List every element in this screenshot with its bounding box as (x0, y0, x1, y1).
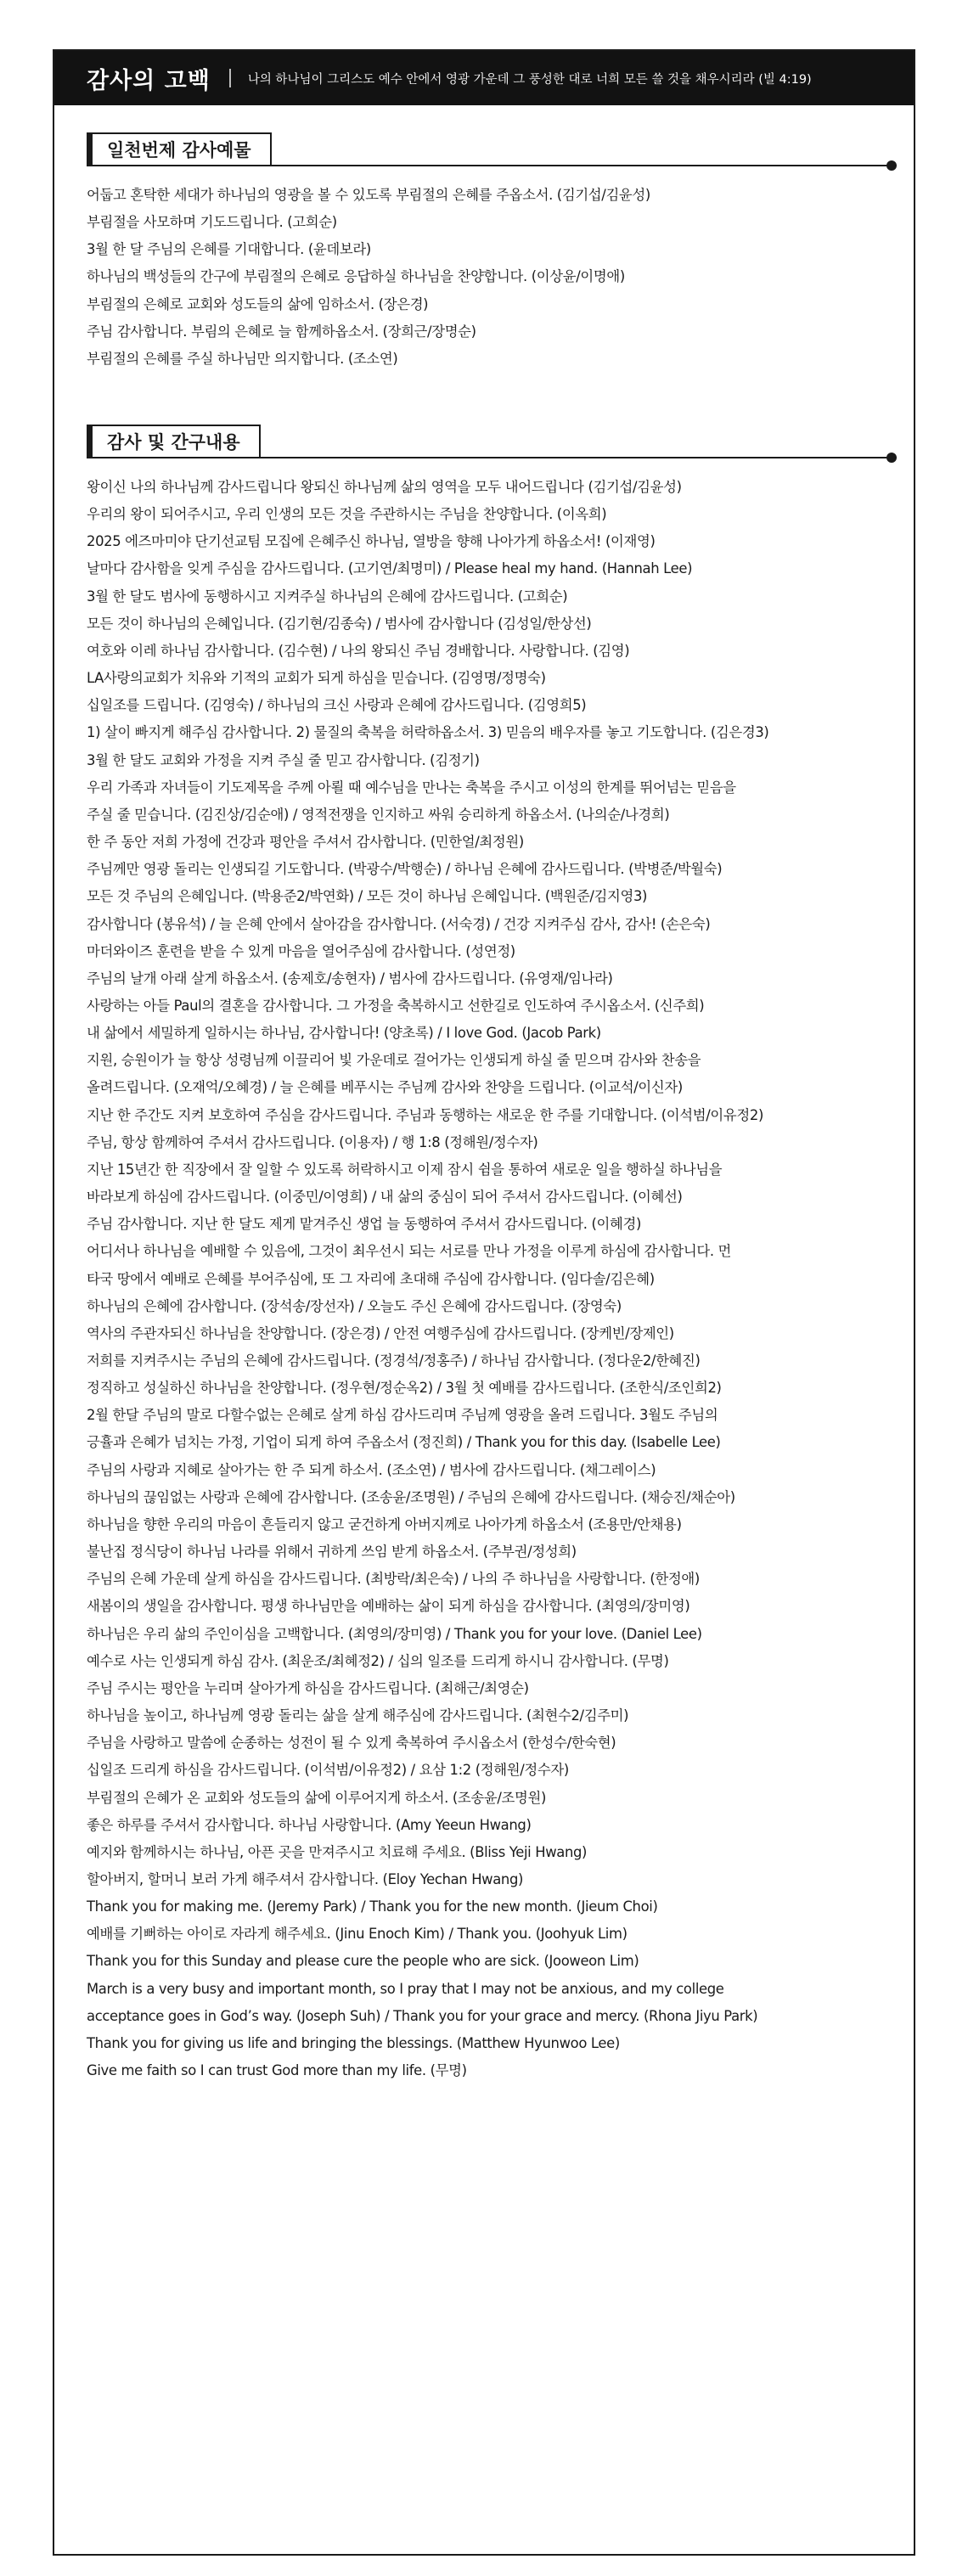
list-item: 어디서나 하나님을 예배할 수 있음에, 그것이 최우선시 되는 서로를 만나 가정을 이루게 하심에 감사합니다. 먼 (87, 1243, 732, 1260)
list-item: Thank you for this Sunday and please cure the people who are sick. (Jooweon Lim) (87, 1953, 639, 1970)
list-item: 3월 한 달도 교회와 가정을 지켜 주실 줄 믿고 감사합니다. (김정기) (87, 751, 480, 768)
list-item: March is a very busy and important month, so I pray that I may not be anxious, and my college (87, 1980, 724, 1997)
list-item: acceptance goes in God’s way. (Joseph Suh) / Thank you for your grace and mercy. (Rhona Jiyu Park) (87, 2007, 758, 2024)
list-item: 2월 한달 주님의 말로 다할수없는 은혜로 살게 하심 감사드리며 주님께 영광을 올려 드립니다. 3월도 주님의 (87, 1407, 718, 1424)
list-item: 주님의 날개 아래 살게 하옵소서. (송제호/송현자) / 범사에 감사드립니다. (유영재/임나라) (87, 970, 613, 987)
list-item: 모든 것 주님의 은혜입니다. (박용준2/박연화) / 모든 것이 하나님 은혜입니다. (백원준/김지영3) (87, 888, 648, 905)
header-divider (229, 69, 231, 87)
list-item: 우리의 왕이 되어주시고, 우리 인생의 모든 것을 주관하시는 주님을 찬양합니다. (이옥희) (87, 506, 607, 523)
section-title: 감사 및 간구내용 (107, 432, 240, 453)
section-title-box (87, 132, 272, 166)
list-item: 하나님의 끊임없는 사랑과 은혜에 감사합니다. (조송윤/조명원) / 주님의 은혜에 감사드립니다. (채승진/채순아) (87, 1488, 735, 1505)
list-item: 주님의 사랑과 지혜로 살아가는 한 주 되게 하소서. (조소연) / 범사에 감사드립니다. (채그레이스) (87, 1461, 656, 1478)
list-item: 십일조를 드립니다. (김영숙) / 하나님의 크신 사랑과 은혜에 감사드립니다. (김영희5) (87, 697, 587, 714)
page-title: 감사의 고백 (87, 67, 211, 94)
list-item: 하나님을 향한 우리의 마음이 흔들리지 않고 굳건하게 아버지께로 나아가게 하옵소서 (조용만/안채용) (87, 1516, 682, 1533)
list-item: 주실 줄 믿습니다. (김진상/김순애) / 영적전쟁을 인지하고 싸워 승리하게 하옵소서. (나의순/나경희) (87, 806, 670, 823)
list-item: 사랑하는 아들 Paul의 결혼을 감사합니다. 그 가정을 축복하시고 선한길로 인도하여 주시옵소서. (신주희) (87, 997, 705, 1014)
page-header (54, 51, 914, 105)
list-item: 주님을 사랑하고 말씀에 순종하는 성전이 될 수 있게 축복하여 주시옵소서 (한성수/한숙현) (87, 1735, 616, 1752)
list-item: 부림절을 사모하며 기도드립니다. (고희순) (87, 214, 337, 231)
list-item: 좋은 하루를 주셔서 감사합니다. 하나님 사랑합니다. (Amy Yeeun Hwang) (87, 1816, 532, 1833)
list-item: Give me faith so I can trust God more than my life. (무명) (87, 2062, 467, 2079)
list-item: 하나님의 은혜에 감사합니다. (장석송/장선자) / 오늘도 주신 은혜에 감사드립니다. (장영숙) (87, 1297, 622, 1314)
header-verse: 나의 하나님이 그리스도 예수 안에서 영광 가운데 그 풍성한 대로 너희 모든 쓸 것을 채우시리라 (빌 4:19) (247, 72, 812, 87)
section-heading (87, 132, 897, 172)
list-item: 부림절의 은혜를 주실 하나님만 의지합니다. (조소연) (87, 350, 398, 367)
list-item: 불난집 정식당이 하나님 나라를 위해서 귀하게 쓰임 받게 하옵소서. (주부권/정성희) (87, 1544, 577, 1561)
list-item: 올려드립니다. (오재억/오혜경) / 늘 은혜를 베푸시는 주님께 감사와 찬양을 드립니다. (이교석/이신자) (87, 1079, 683, 1096)
section-offering (87, 132, 897, 373)
list-item: 주님 주시는 평안을 누리며 살아가게 하심을 감사드립니다. (최해근/최영순) (87, 1679, 529, 1696)
list-item: 2025 에즈마미야 단기선교팀 모집에 은혜주신 하나님, 열방을 향해 나아가게 하옵소서! (이재영) (87, 533, 656, 550)
list-item: 주님께만 영광 돌리는 인생되길 기도합니다. (박광수/박행순) / 하나님 은혜에 감사드립니다. (박병준/박월숙) (87, 861, 723, 878)
section-title: 일천번제 감사예물 (107, 140, 251, 160)
list-item: 지난 한 주간도 지켜 보호하여 주심을 감사드립니다. 주님과 동행하는 새로운 한 주를 기대합니다. (이석범/이유정2) (87, 1106, 763, 1123)
list-item: 왕이신 나의 하나님께 감사드립니다 왕되신 하나님께 삶의 영역을 모두 내어드립니다 (김기섭/김윤성) (87, 479, 682, 495)
list-item: 하나님을 높이고, 하나님께 영광 돌리는 삶을 살게 해주심에 감사드립니다. (최현수2/김주미) (87, 1707, 629, 1724)
list-item: 어둡고 혼탁한 세대가 하나님의 영광을 볼 수 있도록 부림절의 은혜를 주옵소서. (김기섭/김윤성) (87, 187, 650, 203)
section-bullet-dot (886, 453, 897, 463)
offering-list (87, 182, 897, 373)
list-item: Thank you for giving us life and bringing the blessings. (Matthew Hyunwoo Lee) (87, 2034, 620, 2051)
list-item: 타국 땅에서 예배로 은혜를 부어주심에, 또 그 자리에 초대해 주심에 감사합니다. (임다솔/김은혜) (87, 1270, 655, 1287)
list-item: 마더와이즈 훈련을 받을 수 있게 마음을 열어주심에 감사합니다. (성연정) (87, 942, 515, 959)
list-item: 저희를 지켜주시는 주님의 은혜에 감사드립니다. (정경석/정홍주) / 하나님 감사합니다. (정다운2/한혜진) (87, 1353, 701, 1369)
list-item: 1) 살이 빠지게 해주심 감사합니다. 2) 물질의 축복을 허락하옵소서. 3) 믿음의 배우자를 놓고 기도합니다. (김은경3) (87, 724, 769, 741)
list-item: 여호와 이레 하나님 감사합니다. (김수현) / 나의 왕되신 주님 경배합니다. 사랑합니다. (김영) (87, 642, 630, 659)
list-item: 부림절의 은혜로 교회와 성도들의 삶에 임하소서. (장은경) (87, 295, 429, 312)
list-item: 부림절의 은혜가 온 교회와 성도들의 삶에 이루어지게 하소서. (조송윤/조명원) (87, 1789, 546, 1806)
list-item: 지원, 승원이가 늘 항상 성령님께 이끌리어 빛 가운데로 걸어가는 인생되게 하실 줄 믿으며 감사와 찬송을 (87, 1052, 701, 1069)
list-item: 지난 15년간 한 직장에서 잘 일할 수 있도록 허락하시고 이제 잠시 쉼을 통하여 새로운 일을 행하실 하나님을 (87, 1161, 723, 1178)
list-item: 예지와 함께하시는 하나님, 아픈 곳을 만져주시고 치료해 주세요. (Bliss Yeji Hwang) (87, 1843, 588, 1860)
section-thanks-prayer (87, 425, 897, 2084)
list-item: 우리 가족과 자녀들이 기도제목을 주께 아뢸 때 예수님을 만나는 축복을 주시고 이성의 한계를 뛰어넘는 믿음을 (87, 779, 736, 796)
section-bullet-dot (886, 160, 897, 171)
list-item: 새봄이의 생일을 감사합니다. 평생 하나님만을 예배하는 삶이 되게 하심을 감사합니다. (최영의/장미영) (87, 1598, 690, 1615)
list-item: 하나님은 우리 삶의 주인이심을 고백합니다. (최영의/장미영) / Thank you for your love. (Daniel Lee) (87, 1625, 702, 1642)
section-heading (87, 425, 897, 464)
list-item: 한 주 동안 저희 가정에 건강과 평안을 주셔서 감사합니다. (민한얼/최정원) (87, 834, 524, 851)
thanksgiving-page (53, 49, 915, 2556)
list-item: 감사합니다 (봉유석) / 늘 은혜 안에서 살아감을 감사합니다. (서숙경) / 건강 지켜주심 감사, 감사! (손은숙) (87, 915, 711, 932)
list-item: 모든 것이 하나님의 은혜입니다. (김기현/김종숙) / 범사에 감사합니다 (김성일/한상선) (87, 615, 592, 632)
list-item: 날마다 감사함을 잊게 주심을 감사드립니다. (고기연/최명미) / Please heal my hand. (Hannah Lee) (87, 560, 693, 577)
list-item: Thank you for making me. (Jeremy Park) / Thank you for the new month. (Jieum Choi) (87, 1898, 658, 1915)
list-item: 3월 한 달도 범사에 동행하시고 지켜주실 하나님의 은혜에 감사드립니다. (고희순) (87, 588, 568, 605)
list-item: 역사의 주관자되신 하나님을 찬양합니다. (장은경) / 안전 여행주심에 감사드립니다. (장케빈/장제인) (87, 1325, 674, 1341)
list-item: 예수로 사는 인생되게 하심 감사. (최운조/최혜정2) / 십의 일조를 드리게 하시니 감사합니다. (무명) (87, 1652, 669, 1669)
list-item: 십일조 드리게 하심을 감사드립니다. (이석범/이유정2) / 요삼 1:2 (정해원/정수자) (87, 1762, 569, 1779)
list-item: 주님, 항상 함께하여 주셔서 감사드립니다. (이용자) / 행 1:8 (정해원/정수자) (87, 1133, 538, 1150)
list-item: 긍휼과 은혜가 넘치는 가정, 기업이 되게 하여 주옵소서 (정진희) / Thank you for this day. (Isabelle Lee) (87, 1434, 721, 1451)
list-item: 정직하고 성실하신 하나님을 찬양합니다. (정우현/정순옥2) / 3월 첫 예배를 감사드립니다. (조한식/조인희2) (87, 1380, 722, 1397)
list-item: 내 삶에서 세밀하게 일하시는 하나님, 감사합니다! (양초록) / I love God. (Jacob Park) (87, 1025, 601, 1042)
list-item: 할아버지, 할머니 보러 가게 해주셔서 감사합니다. (Eloy Yechan Hwang) (87, 1870, 524, 1887)
list-item: 주님 감사합니다. 부림의 은혜로 늘 함께하옵소서. (장희근/장명순) (87, 323, 476, 340)
list-item: 주님의 은혜 가운데 살게 하심을 감사드립니다. (최방락/최은숙) / 나의 주 하나님을 사랑합니다. (한정애) (87, 1571, 700, 1588)
list-item: 바라보게 하심에 감사드립니다. (이중민/이영희) / 내 삶의 중심이 되어 주셔서 감사드립니다. (이혜선) (87, 1189, 683, 1206)
thanks-prayer-list (87, 474, 897, 2084)
list-item: 3월 한 달 주님의 은혜를 기대합니다. (윤데보라) (87, 241, 371, 258)
list-item: 하나님의 백성들의 간구에 부림절의 은혜로 응답하실 하나님을 찬양합니다. (이상윤/이명애) (87, 268, 625, 285)
list-item: LA사랑의교회가 치유와 기적의 교회가 되게 하심을 믿습니다. (김영명/정명숙) (87, 670, 546, 687)
list-item: 예배를 기뻐하는 아이로 자라게 해주세요. (Jinu Enoch Kim) / Thank you. (Joohyuk Lim) (87, 1926, 628, 1943)
section-title-box (87, 425, 261, 458)
list-item: 주님 감사합니다. 지난 한 달도 제게 맡겨주신 생업 늘 동행하여 주셔서 감사드립니다. (이혜경) (87, 1216, 642, 1233)
